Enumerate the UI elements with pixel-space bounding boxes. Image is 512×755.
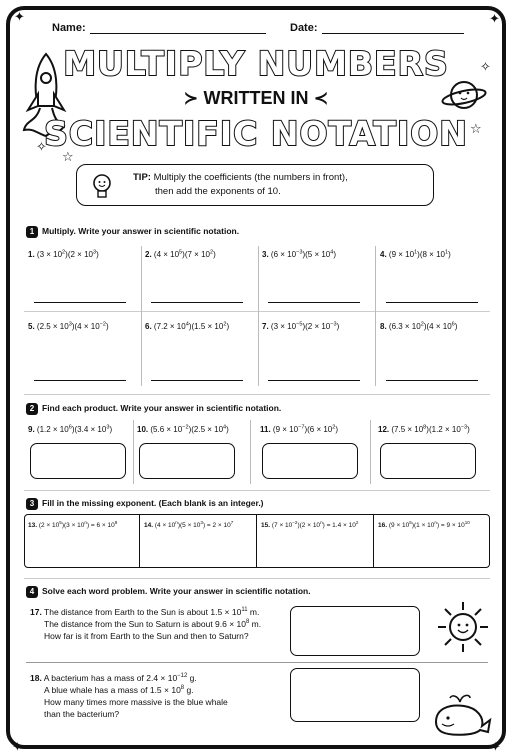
- answer-line-7[interactable]: [268, 380, 360, 381]
- word-problem-17: 17. The distance from Earth to the Sun is about $1.5 \times 10^{11}$ m. The distance from the Sun to Saturn is about $9.6 \times 10^8$ m. How far is it from Earth to the Sun and then to Saturn?: [30, 607, 262, 641]
- answer-box-12[interactable]: [380, 443, 476, 479]
- star-icon: ☆: [62, 149, 74, 164]
- lightbulb-icon: [89, 171, 115, 201]
- title-line-2: ≻ WRITTEN IN ≺: [183, 88, 329, 108]
- answer-line-2[interactable]: [151, 302, 243, 303]
- answer-line-1[interactable]: [34, 302, 126, 303]
- star-icon: ✧: [480, 59, 491, 74]
- title-line-1: MULTIPLY NUMBERS: [63, 44, 449, 83]
- problem-4: 4. $(9 \times 10^1)(8 \times 10^1)$: [380, 249, 451, 259]
- section-1-heading: 1 Multiply. Write your answer in scientific notation.: [26, 226, 239, 238]
- problem-13: 13. $(2 \times 10^5)(3 \times 10^n) = 6 \times 10^8$: [28, 519, 118, 529]
- title-line-3: SCIENTIFIC NOTATION: [44, 114, 468, 153]
- problem-12: 12. $(7.5 \times 10^8)(1.2 \times 10^{-3})$: [378, 424, 470, 434]
- whale-icon: [430, 688, 494, 738]
- problem-3: 3. $(6 \times 10^{-3})(5 \times 10^4)$: [262, 249, 337, 259]
- problem-10: 10. $(5.6 \times 10^{-2})(2.5 \times 10^4)$: [137, 424, 229, 434]
- problem-8: 8. $(6.3 \times 10^2)(4 \times 10^6)$: [380, 321, 458, 331]
- answer-line-8[interactable]: [386, 380, 478, 381]
- star-icon: ✦: [489, 11, 500, 26]
- star-icon: ✦: [14, 9, 25, 24]
- word-problem-18: 18. A bacterium has a mass of $2.4 \times 10^{-12}$ g. A blue whale has a mass of $1.5 \times 10^8$ g. How many times more massive is the blue whale than the bacterium?: [30, 673, 228, 719]
- star-icon: ✦: [490, 739, 501, 754]
- date-field[interactable]: [290, 22, 464, 34]
- problem-5: 5. $(2.5 \times 10^3)(4 \times 10^{-2})$: [28, 321, 109, 331]
- problem-7: 7. $(3 \times 10^{-5})(2 \times 10^{-3})$: [262, 321, 340, 331]
- name-field[interactable]: [52, 22, 266, 34]
- answer-line-5[interactable]: [34, 380, 126, 381]
- date-label: Date:: [290, 22, 318, 34]
- section-2-heading: 2 Find each product. Write your answer in scientific notation.: [26, 403, 281, 415]
- problem-15: 15. $(7 \times 10^{-2})(2 \times 10^n) = 1.4 \times 10^2$: [261, 519, 359, 529]
- section-4-heading: 4 Solve each word problem. Write your answer in scientific notation.: [26, 586, 311, 598]
- answer-box-10[interactable]: [139, 443, 235, 479]
- answer-line-6[interactable]: [151, 380, 243, 381]
- answer-box-9[interactable]: [30, 443, 126, 479]
- problem-14: 14. $(4 \times 10^n)(5 \times 10^3) = 2 \times 10^7$: [144, 519, 234, 529]
- star-icon: ☆: [470, 121, 482, 136]
- answer-line-3[interactable]: [268, 302, 360, 303]
- problem-11: 11. $(9 \times 10^{-7})(6 \times 10^2)$: [260, 424, 339, 434]
- star-icon: ✦: [12, 739, 23, 754]
- star-icon: ✧: [36, 139, 47, 154]
- section-3-heading: 3 Fill in the missing exponent. (Each blank is an integer.): [26, 498, 264, 510]
- answer-box-17[interactable]: [290, 606, 420, 656]
- problem-9: 9. $(1.2 \times 10^6)(3.4 \times 10^3)$: [28, 424, 113, 434]
- answer-line-4[interactable]: [386, 302, 478, 303]
- sun-icon: [436, 600, 490, 654]
- problem-2: 2. $(4 \times 10^5)(7 \times 10^2)$: [145, 249, 216, 259]
- problem-6: 6. $(7.2 \times 10^4)(1.5 \times 10^2)$: [145, 321, 230, 331]
- name-label: Name:: [52, 22, 86, 34]
- problem-16: 16. $(9 \times 10^5)(1 \times 10^n) = 9 \times 10^{10}$: [378, 519, 470, 529]
- problem-1: 1. $(3 \times 10^2)(2 \times 10^3)$: [28, 249, 99, 259]
- answer-box-11[interactable]: [262, 443, 358, 479]
- tip-box: TIP: Multiply the coefficients (the numbers in front), then add the exponents of 10.: [76, 164, 434, 206]
- answer-box-18[interactable]: [290, 668, 420, 722]
